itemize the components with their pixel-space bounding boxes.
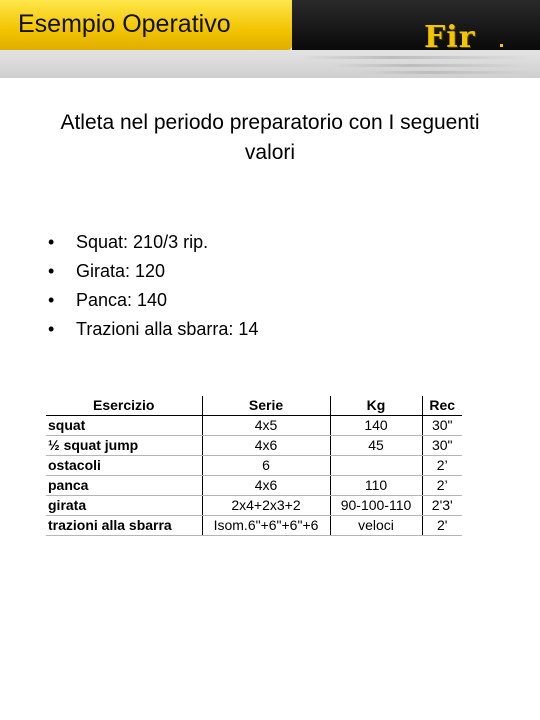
cell-kg: 45 [330, 436, 422, 456]
table-row [46, 416, 462, 436]
cell-kg: veloci [330, 516, 422, 536]
cell-serie: 2x4+2x3+2 [202, 496, 330, 516]
cell-exercise: ½ squat jump [46, 436, 202, 456]
cell-kg: 90-100-110 [330, 496, 422, 516]
header-kg: Kg [330, 396, 422, 416]
header-streak [360, 71, 530, 74]
list-item [48, 286, 258, 315]
header-streak [330, 64, 530, 67]
header-dark-bar [292, 0, 540, 50]
cell-kg: 110 [330, 476, 422, 496]
list-item [48, 257, 258, 286]
table-row [46, 436, 462, 456]
table-row [46, 476, 462, 496]
slide-heading: Atleta nel periodo preparatorio con I seguenti valori [60, 111, 480, 164]
table-row [46, 516, 462, 536]
header-esercizio: Esercizio [46, 396, 202, 416]
list-item [48, 315, 258, 344]
bullet-dot: • [48, 232, 55, 252]
bullet-list [48, 228, 258, 344]
header-serie: Serie [202, 396, 330, 416]
bullet-dot: • [48, 261, 55, 281]
list-item [48, 228, 258, 257]
header-rec: Rec [422, 396, 462, 416]
table-row [46, 496, 462, 516]
cell-serie: 6 [202, 456, 330, 476]
cell-exercise: girata [46, 496, 202, 516]
fir-logo: Fir [424, 20, 476, 55]
table-row [46, 456, 462, 476]
bullet-text: Panca: 140 [76, 290, 168, 310]
bullet-dot: • [48, 290, 55, 310]
table-header-row [46, 396, 462, 416]
cell-exercise: trazioni alla sbarra [46, 516, 202, 536]
cell-exercise: squat [46, 416, 202, 436]
cell-rec: 2'3' [422, 496, 462, 516]
cell-exercise: panca [46, 476, 202, 496]
bullet-text: Trazioni alla sbarra: 14 [76, 319, 259, 339]
title-box [0, 0, 292, 50]
cell-serie: Isom.6"+6"+6"+6 [202, 516, 330, 536]
slide-title: Esempio Operativo [18, 10, 231, 38]
logo-dot [500, 44, 503, 47]
cell-rec: 2' [422, 516, 462, 536]
slide-header [0, 0, 540, 78]
cell-serie: 4x6 [202, 436, 330, 456]
cell-serie: 4x6 [202, 476, 330, 496]
cell-rec: 30" [422, 436, 462, 456]
bullet-text: Girata: 120 [76, 261, 166, 281]
cell-exercise: ostacoli [46, 456, 202, 476]
cell-kg [330, 456, 422, 476]
cell-kg: 140 [330, 416, 422, 436]
cell-serie: 4x5 [202, 416, 330, 436]
bullet-dot: • [48, 319, 55, 339]
cell-rec: 2’ [422, 476, 462, 496]
cell-rec: 2’ [422, 456, 462, 476]
bullet-text: Squat: 210/3 rip. [76, 232, 209, 252]
exercise-table [46, 396, 462, 536]
cell-rec: 30" [422, 416, 462, 436]
header-streak [300, 56, 530, 59]
